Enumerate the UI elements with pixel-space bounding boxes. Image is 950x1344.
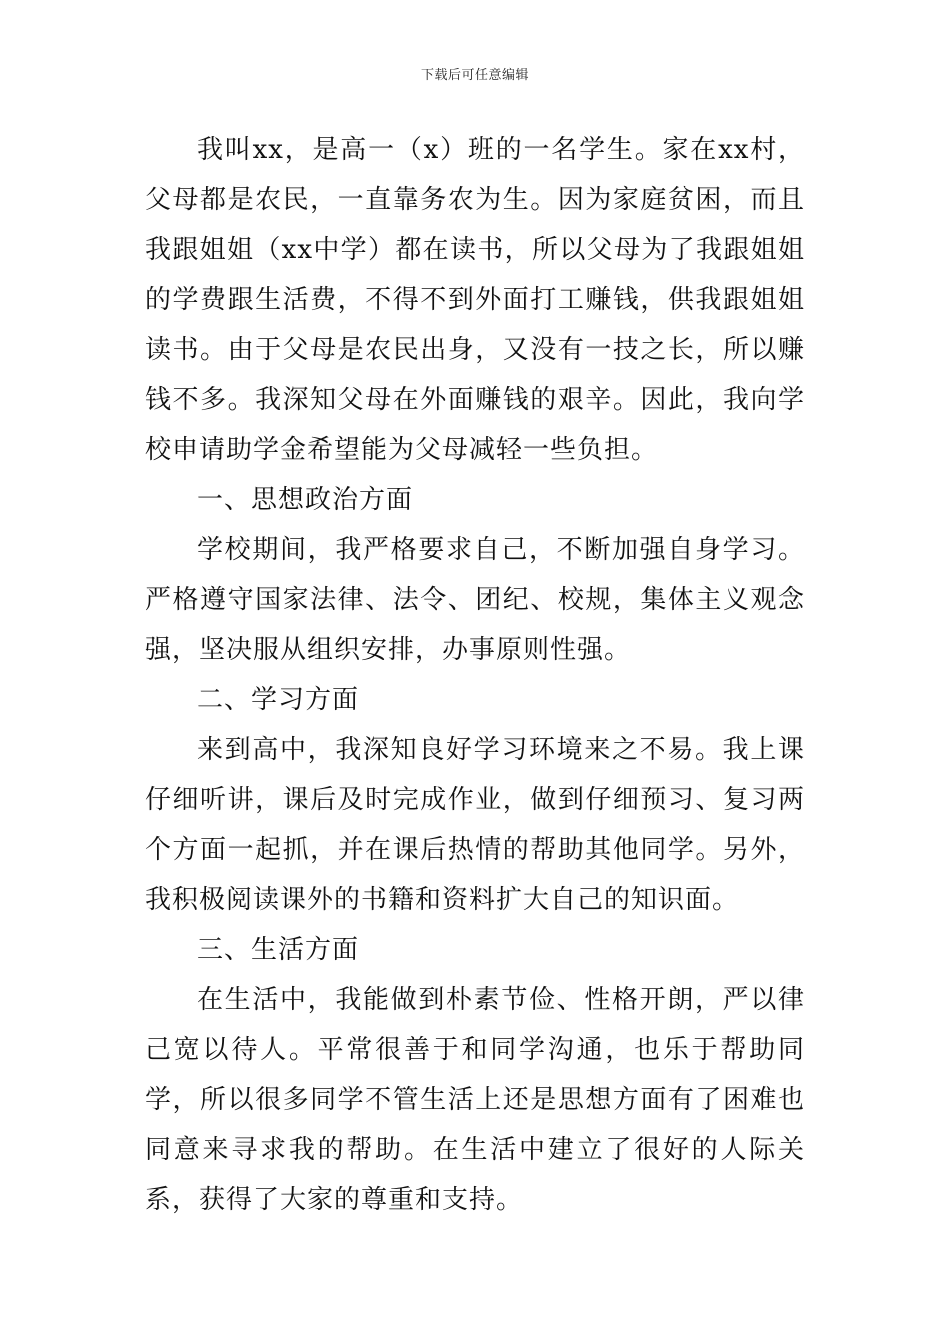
ideology-paragraph: 学校期间，我严格要求自己，不断加强自身学习。严格遵守国家法律、法令、团纪、校规，集体主义观念强，坚决服从组织安排，办事原则性强。 — [145, 535, 805, 665]
life-paragraph: 在生活中，我能做到朴素节俭、性格开朗，严以律己宽以待人。平常很善于和同学沟通，也乐于帮助同学，所以很多同学不管生活上还是思想方面有了困难也同意来寻求我的帮助。在生活中建立了很好的人际关系，获得了大家的尊重和支持。 — [145, 985, 805, 1215]
header-note: 下载后可任意编辑 — [420, 68, 529, 83]
section-heading-ideology: 一、思想政治方面 — [197, 485, 414, 515]
section-heading-study: 二、学习方面 — [197, 685, 360, 715]
document-body — [145, 125, 805, 1225]
study-paragraph: 来到高中，我深知良好学习环境来之不易。我上课仔细听讲，课后及时完成作业，做到仔细预习、复习两个方面一起抓，并在课后热情的帮助其他同学。另外，我积极阅读课外的书籍和资料扩大自己的知识面。 — [145, 735, 805, 915]
intro-paragraph: 我叫xx，是高一（x）班的一名学生。家在xx村，父母都是农民，一直靠务农为生。因为家庭贫困，而且我跟姐姐（xx中学）都在读书，所以父母为了我跟姐姐的学费跟生活费，不得不到外面打工赚钱，供我跟姐姐读书。由于父母是农民出身，又没有一技之长，所以赚钱不多。我深知父母在外面赚钱的艰辛。因此，我向学校申请助学金希望能为父母减轻一些负担。 — [145, 135, 805, 465]
section-heading-life: 三、生活方面 — [197, 935, 360, 965]
